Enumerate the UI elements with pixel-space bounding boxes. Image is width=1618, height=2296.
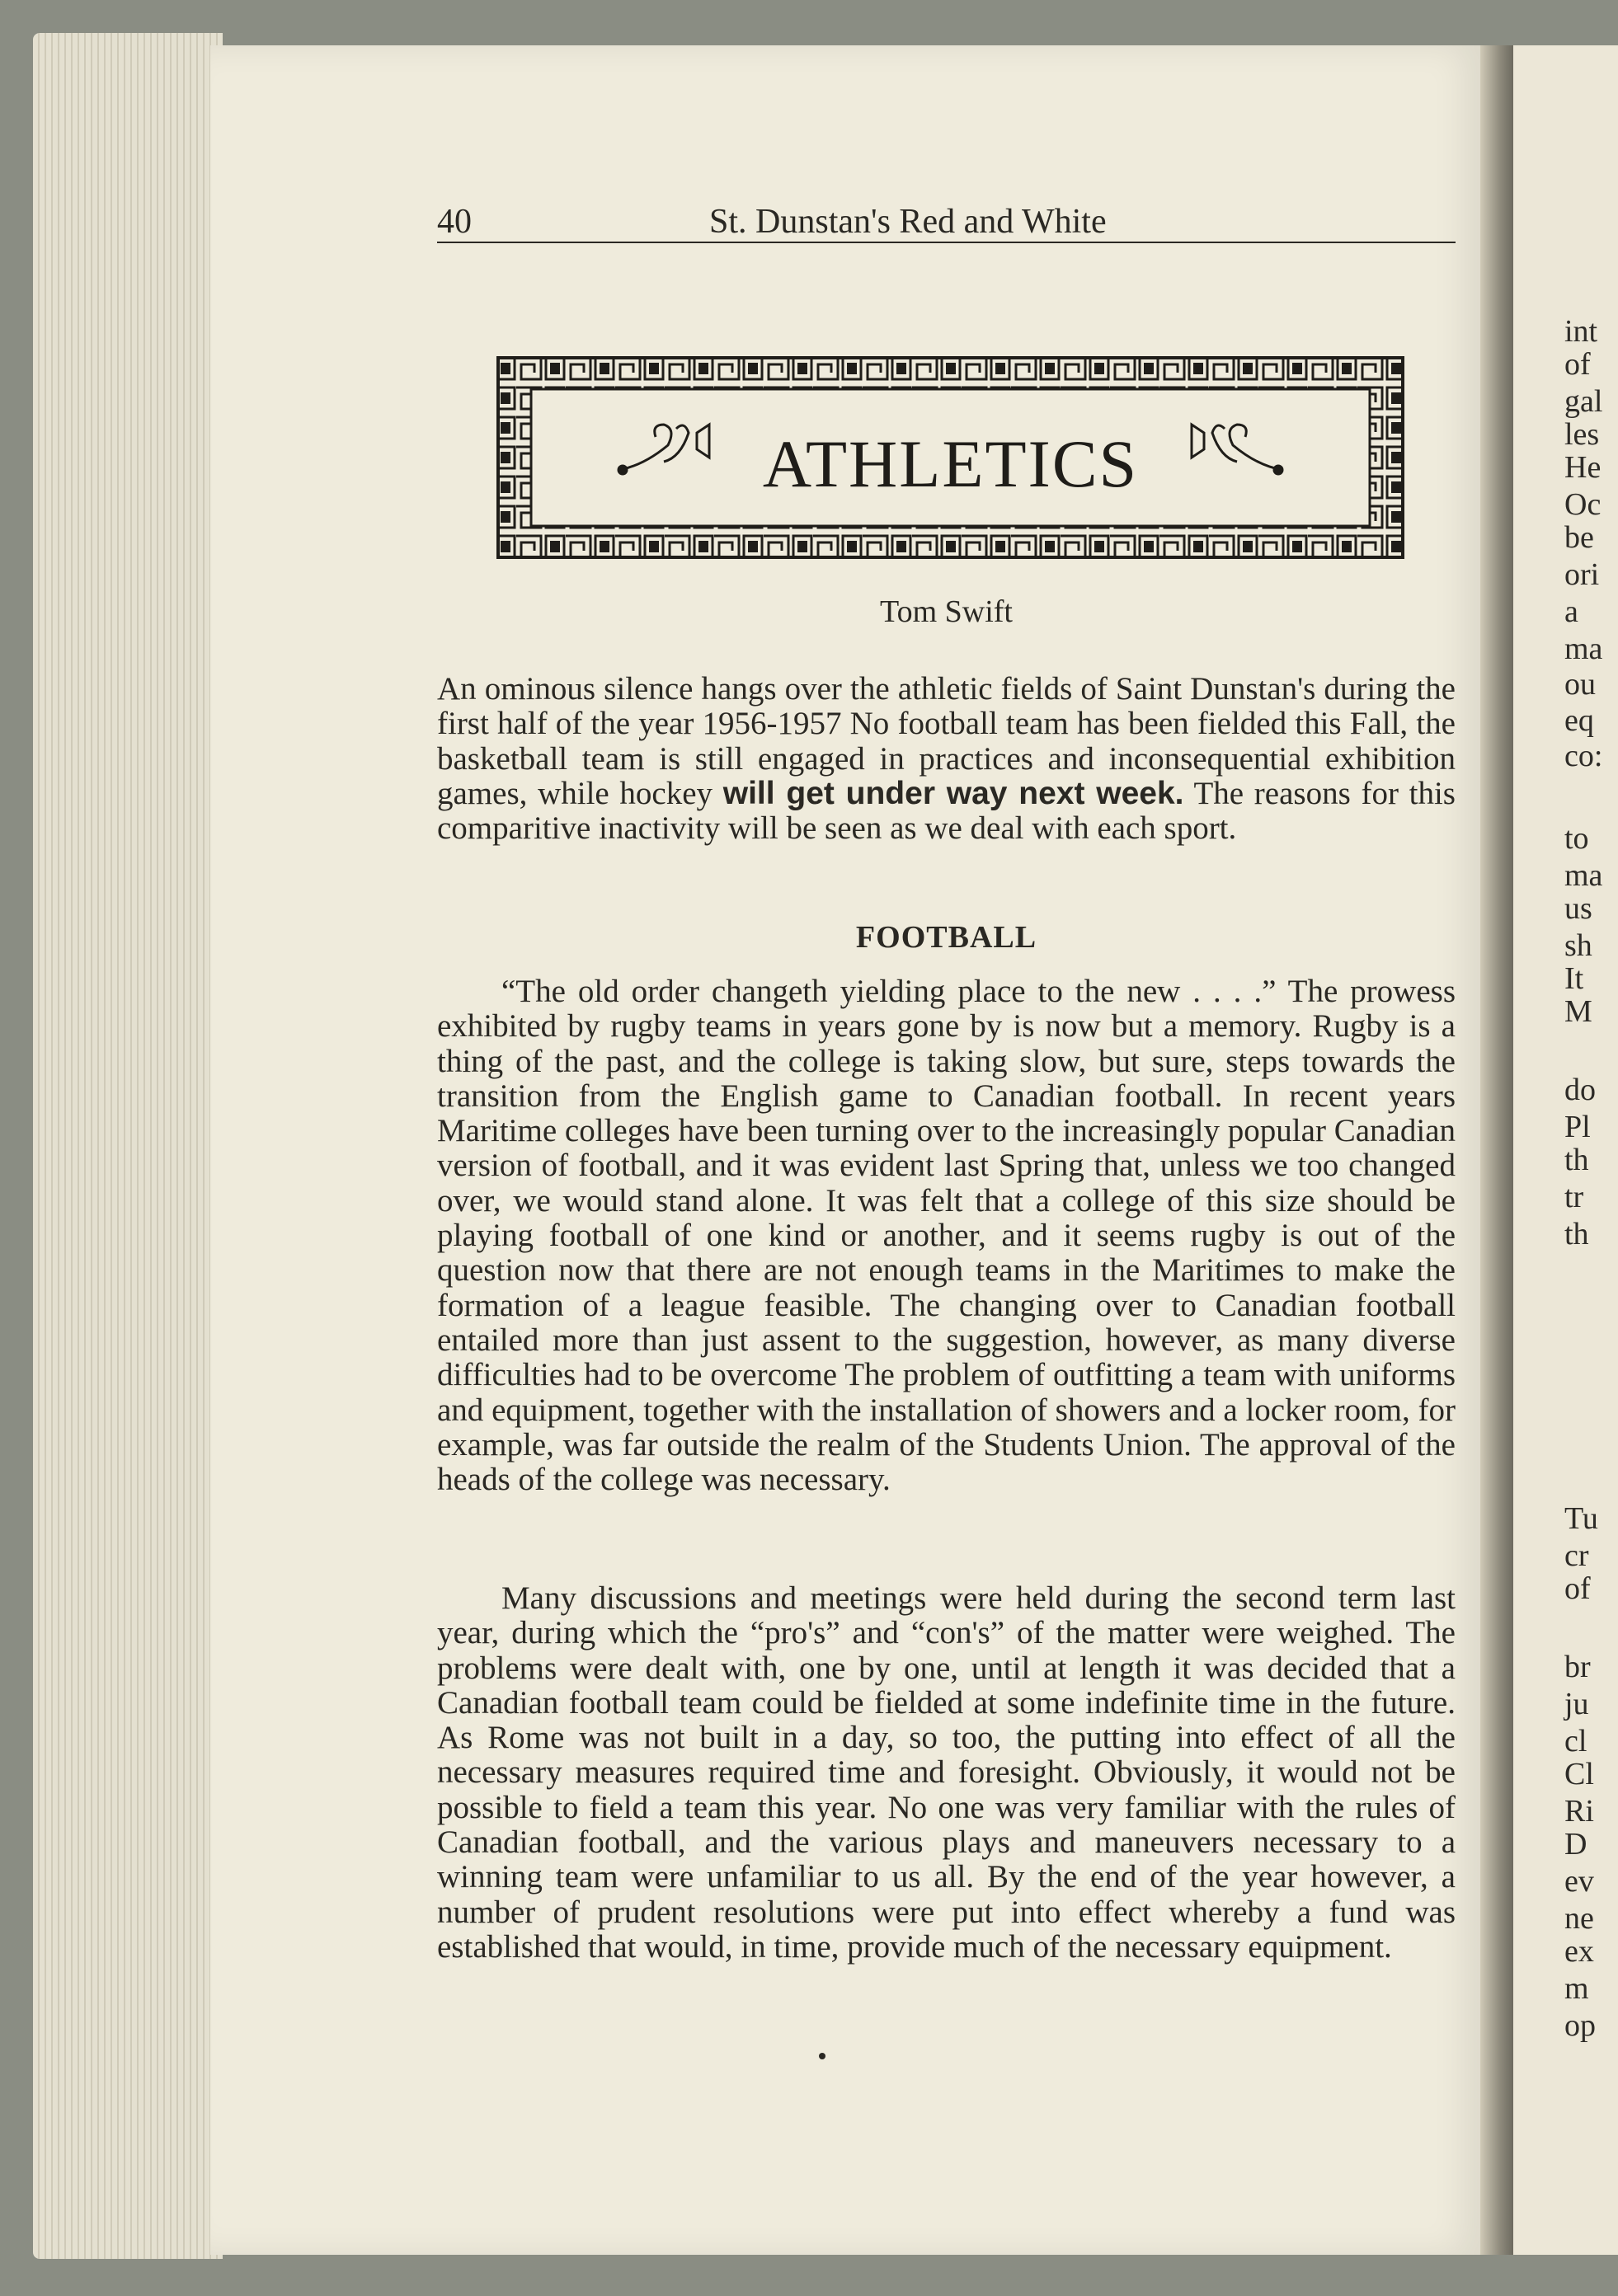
facing-page-fragment: th [1564,1143,1589,1177]
facing-page-fragment: do [1564,1073,1596,1107]
facing-page-fragment: ma [1564,858,1603,893]
facing-page [1513,45,1618,2255]
book-gutter [1480,45,1513,2255]
intro-text-end: The reasons for this comparitive inactivity will be seen as we deal with each sport. [437,775,1456,847]
section-banner [495,354,1406,561]
facing-page-fragment: Tu [1564,1501,1598,1536]
section-title: ATHLETICS [762,426,1139,501]
facing-page-fragment: ne [1564,1901,1594,1936]
facing-page-fragment: co: [1564,739,1603,773]
intro-bold-text: will get under way next week. [722,775,1184,811]
facing-page-fragment: to [1564,821,1589,856]
facing-page-fragment: int [1564,314,1598,349]
facing-page-fragment: op [1564,2008,1596,2043]
facing-page-fragment: br [1564,1650,1591,1684]
book-page-edges [33,33,223,2259]
end-mark [819,2053,825,2059]
facing-page-fragment: ori [1564,557,1600,592]
intro-paragraph [437,672,1456,846]
page-number: 40 [437,203,472,241]
facing-page-fragment: les [1564,417,1600,452]
facing-page-fragment: ev [1564,1864,1594,1899]
facing-page-fragment: M [1564,994,1592,1029]
facing-page-fragment: ju [1564,1687,1589,1721]
facing-page-fragment: Pl [1564,1110,1591,1144]
facing-page-fragment: Oc [1564,487,1602,522]
facing-page-fragment: us [1564,891,1592,926]
facing-page-fragment: of [1564,1571,1591,1606]
facing-page-fragment: m [1564,1971,1589,2006]
running-head [437,202,1456,243]
facing-page-fragment: ma [1564,632,1603,666]
facing-page-fragment: cr [1564,1538,1589,1573]
facing-page-fragment: sh [1564,928,1592,963]
facing-page-fragment: gal [1564,384,1603,419]
author-byline: Tom Swift [880,594,1013,629]
facing-page-fragment: eq [1564,703,1594,738]
facing-page-fragment: th [1564,1217,1589,1251]
publication-title: St. Dunstan's Red and White [709,203,1107,241]
facing-page-fragment: It [1564,961,1584,996]
facing-page-fragment: a [1564,594,1578,629]
facing-page-fragment: ex [1564,1934,1594,1969]
facing-page-fragment: be [1564,520,1594,555]
facing-page-fragment: D [1564,1827,1587,1862]
facing-page-fragment: Ri [1564,1794,1594,1829]
football-paragraph-2: Many discussions and meetings were held during the second term last year, during which the “pro's” and “con's” of the matter were weighed. The problems were dealt with, one by one, until at length it was decided that a Canadian football team could be fielded at some indefinite time in the future. As Rome was not built in a day, so too, the putting into effect of all the necessary measures required time and foresight. Obviously, it would not be possible to field a team this year. No one was very familiar with the rules of Canadian football, and the various plays and maneuvers necessary to a winning team were unfamiliar to us all. By the end of the year however, a number of prudent resolutions were put into effect whereby a fund was established that would, in time, provide much of the necessary equipment. [437,1580,1456,1965]
facing-page-fragment: ou [1564,667,1596,702]
facing-page-fragment: Cl [1564,1757,1594,1791]
facing-page-fragment: cl [1564,1724,1587,1758]
facing-page-fragment: of [1564,347,1591,382]
football-paragraph-1: “The old order changeth yielding place to the new . . . .” The prowess exhibited by rugby teams in years gone by is now but a memory. Rugby is a thing of the past, and the college is taking slow, but sure, steps towards the transition from the English game to Canadian football. In recent years Maritime colleges have been turning over to the increasingly popular Canadian version of football, and it was evident last Spring that, unless we too changed over, we would stand alone. It was felt that a college of this size should be playing football of one kind or another, and it seems rugby is out of the question now that there are not enough teams in the Maritimes to make the formation of a league feasible. The changing over to Canadian football entailed more than just assent to the suggestion, however, as many diverse difficulties had to be overcome The problem of outfitting a team with uniforms and equipment, together with the installation of showers and a locker room, for example, was far outside the realm of the Students Union. The approval of the heads of the college was necessary. [437,974,1456,1498]
facing-page-fragment: He [1564,450,1602,485]
intro-text-start: An ominous silence hangs over the athletic fields of Saint Dunstan's during the first half of the year 1956-1957 No football team has been fielded this Fall, the basketball team is still engaged in practices and inconsequential exhibition games, while hockey [437,671,1456,811]
facing-page-fragment: tr [1564,1180,1584,1214]
section-heading-football: FOOTBALL [855,920,1037,955]
